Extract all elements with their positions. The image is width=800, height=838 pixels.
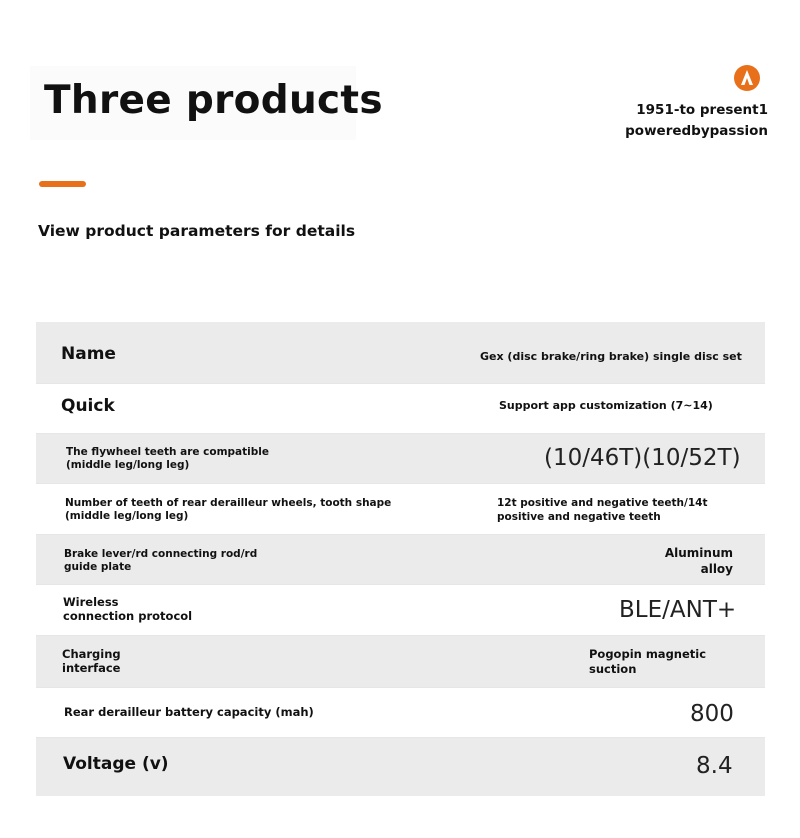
spec-value: 800 (690, 701, 734, 727)
accent-bar (39, 181, 86, 187)
tagline-line-1: 1951-to present1 (636, 102, 768, 118)
spec-value: (10/46T)(10/52T) (544, 445, 741, 471)
spec-label: Charging interface (62, 647, 121, 676)
spec-label: Number of teeth of rear derailleur wheels, tooth shape (middle leg/long leg) (65, 497, 392, 523)
tagline-line-2: poweredbypassion (625, 123, 768, 139)
spec-value: BLE/ANT+ (619, 597, 737, 623)
spec-row-flywheel-teeth (36, 434, 765, 484)
spec-label: Name (61, 344, 116, 364)
spec-row-quick (36, 384, 765, 434)
brand-tagline (625, 100, 768, 142)
spec-value: Pogopin magnetic suction (589, 647, 707, 676)
spec-row-derailleur-teeth (36, 484, 765, 535)
spec-value: 8.4 (696, 753, 733, 779)
subtitle: View product parameters for details (38, 222, 356, 240)
spec-label: The flywheel teeth are compatible (middle leg/long leg) (66, 446, 270, 472)
spec-label: Brake lever/rd connecting rod/rd guide plate (64, 548, 258, 574)
page-title: Three products (44, 78, 383, 123)
spec-row-battery (36, 688, 765, 738)
orange-circle-logo-icon (734, 65, 760, 91)
spec-table (36, 322, 765, 796)
spec-label: Wireless connection protocol (63, 595, 193, 624)
spec-label: Rear derailleur battery capacity (mah) (64, 705, 314, 719)
spec-value: Aluminum alloy (664, 546, 733, 576)
spec-value: Gex (disc brake/ring brake) single disc set (480, 350, 742, 363)
spec-row-charging (36, 636, 765, 688)
spec-value: Support app customization (7~14) (499, 399, 713, 412)
spec-row-voltage (36, 738, 765, 796)
spec-row-wireless (36, 585, 765, 636)
spec-label: Quick (61, 396, 115, 416)
spec-value: 12t positive and negative teeth/14t positive and negative teeth (497, 497, 708, 523)
spec-label: Voltage (v) (63, 754, 169, 774)
spec-row-name (36, 322, 765, 384)
spec-row-brake-lever (36, 535, 765, 585)
